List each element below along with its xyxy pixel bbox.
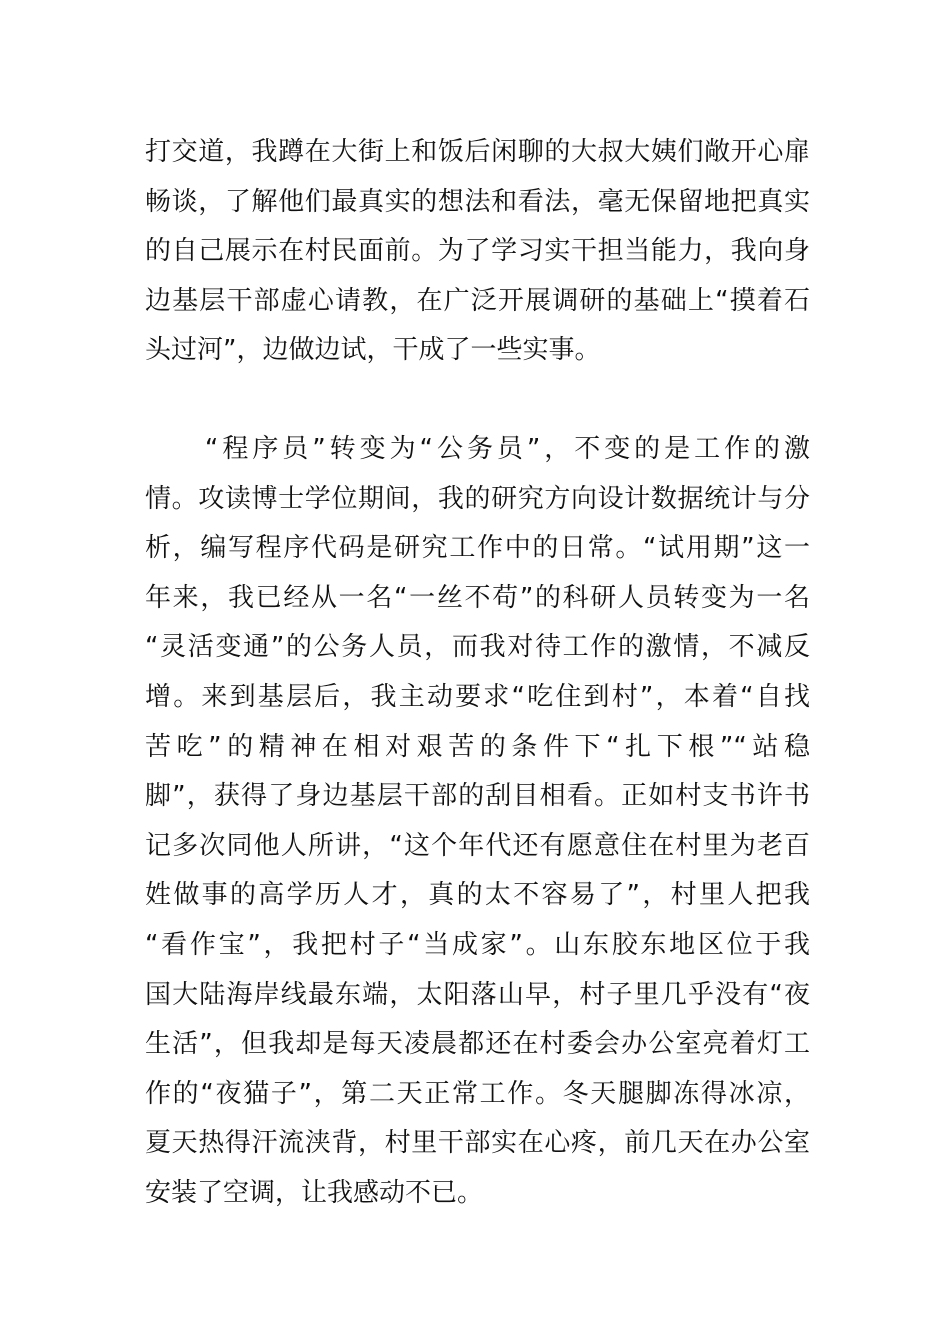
paragraph-line: 姓做事的高学历人才，真的太不容易了”，村里人把我 (145, 880, 810, 911)
paragraph-line: 生活”，但我却是每天凌晨都还在村委会办公室亮着灯工 (145, 1029, 810, 1060)
paragraph-line: 夏天热得汗流浃背，村里干部实在心疼，前几天在办公室 (145, 1128, 810, 1159)
paragraph-line: “灵活变通”的公务人员，而我对待工作的激情，不减反 (145, 632, 810, 663)
paragraph-line: 畅谈，了解他们最真实的想法和看法，毫无保留地把真实 (145, 186, 810, 217)
paragraph-line: 的自己展示在村民面前。为了学习实干担当能力，我向身 (145, 236, 810, 267)
paragraph-line: 国大陆海岸线最东端，太阳落山早，村子里几乎没有“夜 (145, 979, 810, 1010)
paragraph-line: 年来，我已经从一名“一丝不苟”的科研人员转变为一名 (145, 582, 810, 613)
paragraph-line: 析，编写程序代码是研究工作中的日常。“试用期”这一 (145, 533, 810, 564)
paragraph-line: “程序员”转变为“公务员”，不变的是工作的激 (145, 434, 810, 464)
paragraph-line: 记多次同他人所讲，“这个年代还有愿意住在村里为老百 (145, 830, 810, 861)
paragraph-line: 边基层干部虚心请教，在广泛开展调研的基础上“摸着石 (145, 285, 810, 316)
paragraph-line: 脚”，获得了身边基层干部的刮目相看。正如村支书许书 (145, 781, 810, 812)
paragraph-line: 头过河”，边做边试，干成了一些实事。 (145, 335, 601, 366)
paragraph-line: 作的“夜猫子”，第二天正常工作。冬天腿脚冻得冰凉， (145, 1078, 810, 1109)
paragraph-line: 打交道，我蹲在大街上和饭后闲聊的大叔大姨们敞开心扉 (145, 137, 810, 167)
paragraph-2 (145, 425, 810, 1219)
paragraph-1 (145, 128, 810, 376)
paragraph-line: 情。攻读博士学位期间，我的研究方向设计数据统计与分 (145, 483, 810, 514)
paragraph-line: 增。来到基层后，我主动要求“吃住到村”，本着“自找 (145, 681, 810, 712)
paragraph-line: 苦吃”的精神在相对艰苦的条件下“扎下根”“站稳 (145, 731, 810, 762)
paragraph-line: “看作宝”，我把村子“当成家”。山东胶东地区位于我 (145, 929, 810, 960)
paragraph-line: 安装了空调，让我感动不已。 (145, 1177, 484, 1208)
